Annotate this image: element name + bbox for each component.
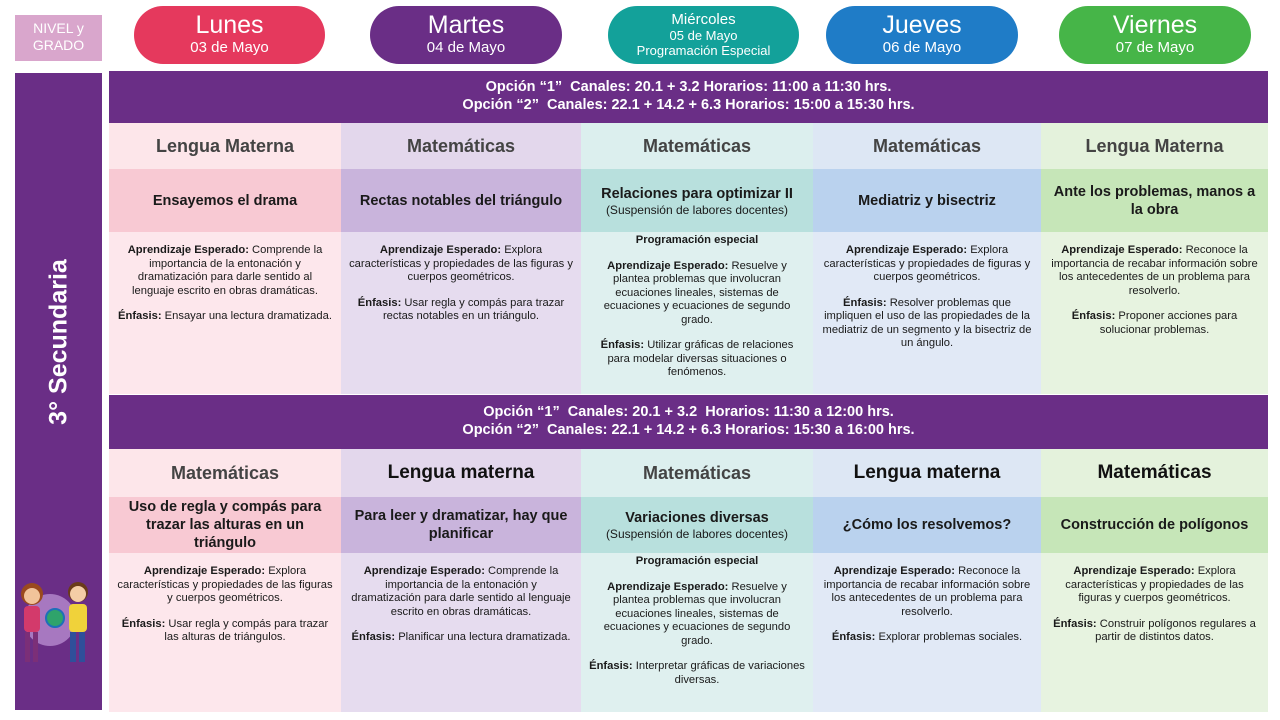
aprendizaje-label: Aprendizaje Esperado: [833, 565, 955, 577]
subject-cell: Matemáticas [813, 123, 1041, 169]
aprendizaje-label: Aprendizaje Esperado: [1061, 244, 1183, 256]
enfasis-label: Énfasis: [1053, 617, 1097, 630]
schedule-banner-2 [109, 395, 1268, 449]
day-name: Viernes [1112, 11, 1198, 39]
enfasis-label: Énfasis: [357, 296, 402, 309]
grade-label: 3° Secundaria [44, 259, 73, 425]
day-header-jueves [826, 6, 1018, 64]
subject-cell: Lengua materna [813, 449, 1041, 497]
topic-title: Mediatriz y bisectriz [858, 192, 996, 209]
enfasis-text: Énfasis: Construir polígonos regulares a partir de distintos datos. [1053, 617, 1256, 643]
details-cell [581, 553, 813, 712]
details-cell [109, 553, 341, 712]
aprendizaje-text: Aprendizaje Esperado: Explora características y propiedades de las figuras y cuerpos geométricos. [117, 565, 333, 604]
aprendizaje-label: Aprendizaje Esperado: [143, 565, 266, 577]
children-illustration-icon [10, 572, 100, 672]
aprendizaje-text: Aprendizaje Esperado: Explora características y propiedades de las figuras y cuerpos geométricos. [349, 244, 573, 283]
topic-title: Rectas notables del triángulo [359, 192, 563, 209]
details-cell [1041, 232, 1268, 394]
subject-cell: Matemáticas [341, 123, 581, 169]
topic-title: Ensayemos el drama [152, 192, 298, 209]
topic-title: Uso de regla y compás para trazar las alturas en un triángulo [128, 499, 322, 551]
details-cell [341, 232, 581, 394]
topic-cell [1041, 169, 1268, 232]
banner-line2: Opción “2” Canales: 22.1 + 14.2 + 6.3 Horarios: 15:00 a 15:30 hrs. [462, 97, 915, 113]
topic-cell [109, 497, 341, 553]
topic-title: Construcción de polígonos [1060, 517, 1249, 533]
topic-cell [581, 169, 813, 232]
day-name: Jueves [882, 11, 962, 39]
enfasis-label: Énfasis: [118, 310, 162, 322]
enfasis-label: Énfasis: [589, 660, 633, 672]
subject-cell: Matemáticas [581, 123, 813, 169]
aprendizaje-text: Aprendizaje Esperado: Resuelve y plantea problemas que involucran ecuaciones lineales, sistemas de ecuaciones y ecuaciones de segundo grado. [603, 259, 791, 326]
topic-title: Para leer y dramatizar, hay que planificar [354, 508, 568, 542]
day-name: Lunes [195, 11, 264, 39]
subject-cell: Lengua Materna [109, 123, 341, 169]
enfasis-label: Énfasis: [831, 631, 876, 643]
topic-title: Variaciones diversas [625, 510, 769, 526]
day-header-martes [370, 6, 562, 64]
day-date: 04 de Mayo [426, 39, 506, 56]
day-header-viernes [1059, 6, 1251, 64]
enfasis-text: Énfasis: Interpretar gráficas de variaciones diversas. [589, 660, 805, 686]
aprendizaje-label: Aprendizaje Esperado: [127, 244, 249, 256]
topic-cell [341, 497, 581, 553]
enfasis-label: Énfasis: [121, 617, 166, 630]
nivel-line1: NIVEL y [33, 20, 84, 36]
topic-cell [813, 169, 1041, 232]
aprendizaje-label: Aprendizaje Esperado: [845, 244, 968, 256]
day-header-lunes [134, 6, 325, 64]
enfasis-text: Énfasis: Resolver problemas que impliquen el uso de las propiedades de la mediatriz de un segmento y la bisectriz de un ángulo. [822, 296, 1032, 349]
banner-line2: Opción “2” Canales: 22.1 + 14.2 + 6.3 Horarios: 15:30 a 16:00 hrs. [462, 422, 915, 438]
aprendizaje-label: Aprendizaje Esperado: [379, 244, 502, 256]
topic-cell [341, 169, 581, 232]
topic-note: (Suspensión de labores docentes) [605, 202, 789, 217]
day-extra: Programación Especial [636, 43, 771, 58]
details-cell [1041, 553, 1268, 712]
banner-line1: Opción “1” Canales: 20.1 + 3.2 Horarios: 11:00 a 11:30 hrs. [485, 79, 892, 95]
topic-cell [581, 497, 813, 553]
day-date: 03 de Mayo [190, 39, 269, 56]
enfasis-label: Énfasis: [843, 296, 887, 309]
aprendizaje-label: Aprendizaje Esperado: [607, 259, 729, 272]
day-name: Martes [427, 11, 505, 39]
subject-cell: Lengua Materna [1041, 123, 1268, 169]
details-cell [341, 553, 581, 712]
subject-cell: Matemáticas [581, 449, 813, 497]
details-cell [813, 232, 1041, 394]
aprendizaje-label: Aprendizaje Esperado: [1073, 565, 1195, 577]
day-date: 06 de Mayo [882, 39, 962, 56]
day-date: 05 de Mayo [669, 28, 738, 43]
special-program-label: Programación especial [635, 234, 759, 246]
topic-title: ¿Cómo los resolvemos? [842, 517, 1012, 533]
enfasis-text: Énfasis: Usar regla y compás para trazar las alturas de triángulos. [121, 617, 329, 643]
aprendizaje-text: Aprendizaje Esperado: Reconoce la importancia de recabar información sobre los antecedentes de un problema para resolverlo. [1051, 244, 1258, 297]
banner-line1: Opción “1” Canales: 20.1 + 3.2 Horarios: 11:30 a 12:00 hrs. [483, 404, 894, 420]
subject-cell: Matemáticas [1041, 449, 1268, 497]
enfasis-label: Énfasis: [600, 339, 645, 351]
aprendizaje-text: Aprendizaje Esperado: Explora características y propiedades de las figuras y cuerpos geométricos. [1065, 565, 1244, 604]
aprendizaje-label: Aprendizaje Esperado: [363, 565, 485, 577]
topic-title: Relaciones para optimizar II [601, 185, 793, 202]
enfasis-text: Énfasis: Planificar una lectura dramatizada. [351, 631, 571, 643]
aprendizaje-text: Aprendizaje Esperado: Reconoce la importancia de recabar información sobre los antecedentes de un problema para resolverlo. [823, 565, 1031, 618]
topic-cell [109, 169, 341, 232]
aprendizaje-label: Aprendizaje Esperado: [607, 580, 729, 593]
nivel-line2: GRADO [32, 37, 85, 53]
day-header-miercoles [608, 6, 799, 64]
enfasis-label: Énfasis: [1071, 310, 1116, 322]
topic-cell [1041, 497, 1268, 553]
special-program-label: Programación especial [635, 555, 759, 567]
details-cell [109, 232, 341, 394]
aprendizaje-text: Aprendizaje Esperado: Resuelve y plantea problemas que involucran ecuaciones lineales, sistemas de ecuaciones y ecuaciones de segundo grado. [603, 580, 791, 647]
aprendizaje-text: Aprendizaje Esperado: Comprende la importancia de la entonación y dramatización para darle sentido al lenguaje escrito en obras dramáticas. [351, 565, 571, 618]
enfasis-label: Énfasis: [351, 631, 396, 643]
enfasis-text: Énfasis: Explorar problemas sociales. [831, 631, 1023, 643]
enfasis-text: Énfasis: Usar regla y compás para trazar rectas notables en un triángulo. [357, 296, 565, 322]
aprendizaje-text: Aprendizaje Esperado: Explora características y propiedades de figuras y cuerpos geométricos. [823, 244, 1031, 283]
topic-note: (Suspensión de labores docentes) [605, 527, 789, 541]
topic-cell [813, 497, 1041, 553]
details-cell [581, 232, 813, 394]
day-date: 07 de Mayo [1115, 39, 1195, 56]
nivel-grado-header [15, 15, 102, 61]
enfasis-text: Énfasis: Ensayar una lectura dramatizada. [118, 310, 332, 322]
topic-title: Ante los problemas, manos a la obra [1053, 183, 1256, 218]
enfasis-text: Énfasis: Proponer acciones para solucionar problemas. [1071, 310, 1238, 336]
subject-cell: Matemáticas [109, 449, 341, 497]
schedule-banner-1 [109, 71, 1268, 123]
enfasis-text: Énfasis: Utilizar gráficas de relaciones para modelar diversas situaciones o fenómenos. [600, 339, 794, 378]
aprendizaje-text: Aprendizaje Esperado: Comprende la importancia de la entonación y dramatización para darle sentido al lenguaje escrito en obras dramáticas. [127, 244, 323, 297]
details-cell [813, 553, 1041, 712]
day-name: Miércoles [671, 11, 736, 28]
subject-cell: Lengua materna [341, 449, 581, 497]
